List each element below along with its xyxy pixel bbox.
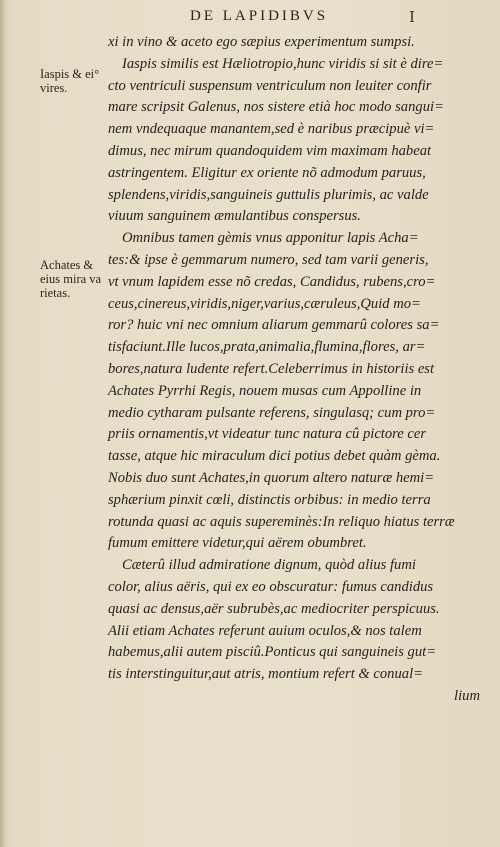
text-line: rotunda quasi ac aquis supereminès:In reliquo hiatus terræ xyxy=(108,513,455,530)
text-line: splendens,viridis,sanguineis guttulis plurimis, ac valde xyxy=(108,186,429,203)
page-gutter-shadow xyxy=(0,0,6,847)
text-line: cto ventriculi suspensum ventriculum non leuiter confir xyxy=(108,77,432,94)
text-line: xi in vino & aceto ego sæpius experimentum sumpsi. xyxy=(108,34,415,50)
text-line: Iaspis similis est Hæliotropio,hunc viridis si sit è dire= xyxy=(122,55,444,72)
text-line: tis interstinguitur,aut atris, montium refert & conual= xyxy=(108,666,423,683)
main-text-block xyxy=(108,32,488,708)
margin-note-line: rietas. xyxy=(40,286,71,300)
text-line: viuum sanguinem æmulantibus conspersus. xyxy=(108,208,361,225)
text-line: habemus,alii autem pisciû.Ponticus qui sanguineis gut= xyxy=(108,644,437,661)
text-line: bores,natura ludente refert.Celeberrimus in historiis est xyxy=(108,360,435,377)
text-line: tasse, atque hic miraculum dici potius debet quàm gèma. xyxy=(108,448,441,465)
text-line: Omnibus tamen gèmis vnus apponitur lapis Acha= xyxy=(122,230,419,247)
margin-note-line: Achates & xyxy=(40,258,94,272)
text-line: priis ornamentis,vt videatur tunc natura cû pictore cer xyxy=(108,426,427,443)
text-line: ceus,cinereus,viridis,niger,varius,cæruleus,Quid mo= xyxy=(108,295,421,312)
text-line: color, alius aëris, qui ex eo obscuratur: fumus candidus xyxy=(108,578,434,595)
text-line: sphærium pinxit cœli, distinctis orbibus: in medio terra xyxy=(108,491,431,508)
text-line: fumum emittere videtur,qui aërem obumbret. xyxy=(108,535,367,552)
text-line: Cæterû illud admiratione dignum, quòd alius fumi xyxy=(122,557,416,574)
text-line: Achates Pyrrhi Regis, nouem musas cum Appolline in xyxy=(108,382,422,399)
margin-note-line: Iaspis & ei° xyxy=(40,67,100,81)
page-header xyxy=(0,8,500,28)
text-line: tisfaciunt.Ille lucos,prata,animalia,flumina,flores, ar= xyxy=(108,339,426,356)
text-line: astringentem. Eligitur ex oriente nõ admodum paruus, xyxy=(108,164,426,181)
text-line: quasi ac densus,aër subrubès,ac mediocriter perspicuus. xyxy=(108,600,440,617)
text-line: Nobis duo sunt Achates,in quorum altero naturæ hemi= xyxy=(108,469,435,486)
text-line: tes:& ipse è gemmarum numero, sed tam varii generis, xyxy=(108,251,429,268)
margin-note-line: vires. xyxy=(40,81,68,95)
folio-mark: I xyxy=(409,8,415,26)
text-line: vt vnum lapidem esse nõ credas, Candidus, rubens,cro= xyxy=(108,273,436,290)
text-line: nem vndequaque manantem,sed è naribus præcipuè vi= xyxy=(108,121,435,138)
text-line: Alii etiam Achates referunt auium oculos,& nos talem xyxy=(108,622,422,639)
text-line: dimus, nec mirum quandoquidem vim maximam habeat xyxy=(108,142,432,159)
text-line: ror? huic vni nec omnium aliarum gemmarû colores sa= xyxy=(108,317,440,334)
text-line: lium xyxy=(454,687,480,704)
text-line: mare scripsit Galenus, nos sistere etià hoc modo sangui= xyxy=(108,99,444,116)
running-head: DE LAPIDIBVS xyxy=(190,8,329,24)
text-line: medio cytharam pulsante referens, singulasq; cum pro= xyxy=(108,404,436,421)
margin-note-line: eius mira va xyxy=(40,272,102,286)
